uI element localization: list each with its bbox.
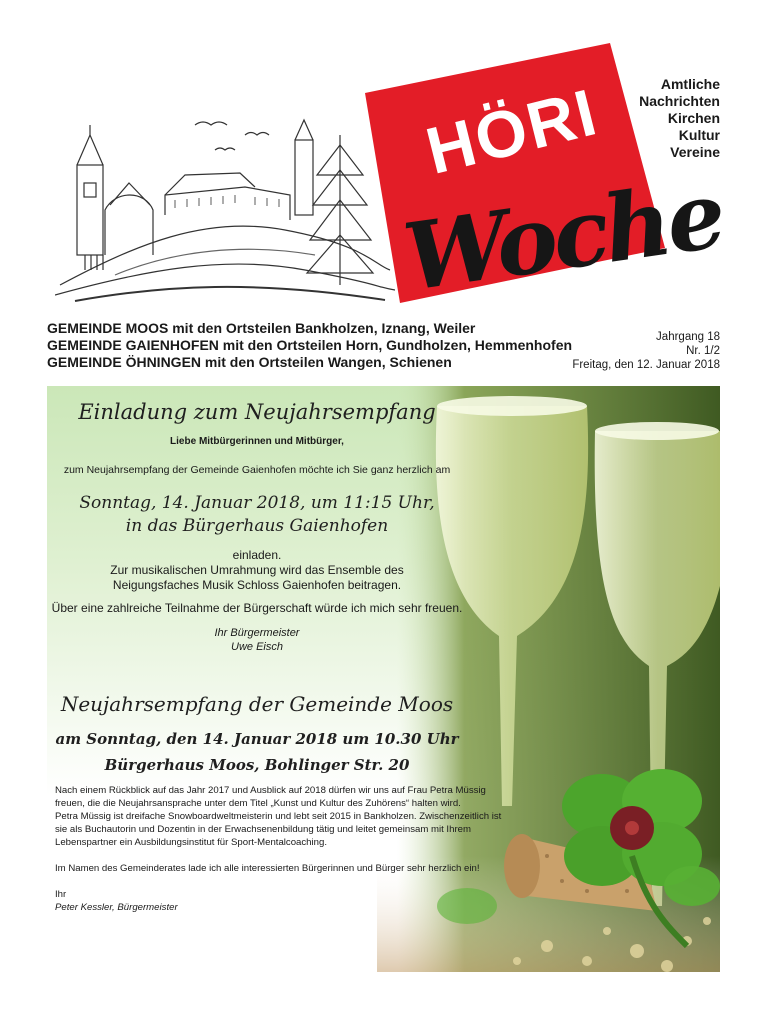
signature-line: Ihr Bürgermeister <box>214 627 300 639</box>
issue-date: Freitag, den 12. Januar 2018 <box>572 359 720 371</box>
invitation-closing: Über eine zahlreiche Teilnahme der Bürgerschaft würde ich mich sehr freuen. <box>51 601 463 615</box>
moos-paragraph: Petra Müssig ist dreifache Snowboardweltmeisterin und lebt seit 2015 in Bankholzen. Zwischenzeitlich ist sie als Buchautorin und Dozentin in der Erwachsenenbildung tätig und leitet gemeinsam mit Ihrem Lebenspartner ein Ausbildungsinstitut für Sport-Mentalcoaching. <box>55 811 502 848</box>
community-line: GEMEINDE GAIENHOFEN mit den Ortsteilen Horn, Gundholzen, Hemmenhofen <box>47 337 573 353</box>
tagline-item: Amtliche <box>660 76 720 92</box>
moos-body <box>55 784 505 914</box>
issue-number: Nr. 1/2 <box>686 345 720 357</box>
tagline-item: Vereine <box>670 144 720 160</box>
invitation-body <box>47 548 467 616</box>
signature-line: Uwe Eisch <box>231 641 283 653</box>
communities-list <box>47 320 627 371</box>
invitation-body-line: einladen. <box>232 548 282 562</box>
invitation-body-line: Zur musikalischen Umrahmung wird das Ensemble des <box>110 563 404 577</box>
invitation-date <box>47 492 467 538</box>
moos-paragraph: Nach einem Rückblick auf das Jahr 2017 und Ausblick auf 2018 dürfen wir uns auf Frau Petra Müssig freuen, die die Neujahrsansprache unter dem Titel „Kunst und Kultur des Zuhörens“ halten wird. <box>55 785 486 809</box>
invitation-greeting: Liebe Mitbürgerinnen und Mitbürger, <box>170 436 344 447</box>
moos-sign-label: Ihr <box>55 889 67 900</box>
moos-subtitle-line: am Sonntag, den 14. Januar 2018 um 10.30 Uhr <box>55 730 459 748</box>
masthead <box>0 0 768 318</box>
moos-title: Neujahrsempfang der Gemeinde Moos <box>60 692 454 716</box>
village-sketch-illustration <box>55 95 395 305</box>
invitation-panel <box>47 386 720 972</box>
invitation-title: Einladung zum Neujahrsempfang <box>78 400 436 424</box>
moos-sign-name: Peter Kessler, Bürgermeister <box>55 902 178 913</box>
community-line: GEMEINDE MOOS mit den Ortsteilen Bankholzen, Iznang, Weiler <box>47 320 476 336</box>
moos-paragraph: Im Namen des Gemeinderates lade ich alle interessierten Bürgerinnen und Bürger sehr herzlich ein! <box>55 863 480 874</box>
masthead-tagline <box>620 76 720 161</box>
tagline-item: Nachrichten <box>639 93 720 109</box>
invitation-body-line: Neigungsfaches Musik Schloss Gaienhofen beitragen. <box>112 578 402 592</box>
moos-subtitle-line: Bürgerhaus Moos, Bohlinger Str. 20 <box>104 756 410 774</box>
invitation-signature <box>47 626 467 654</box>
tagline-item: Kirchen <box>667 110 720 126</box>
community-line: GEMEINDE ÖHNINGEN mit den Ortsteilen Wangen, Schienen <box>47 354 452 370</box>
logo-hori-text: HÖRI <box>419 74 605 188</box>
invitation-date-line: Sonntag, 14. Januar 2018, um 11:15 Uhr, <box>79 493 435 513</box>
logo-woche-text: Woche <box>397 160 729 312</box>
moos-subtitle <box>47 726 467 778</box>
issue-info <box>560 330 720 372</box>
invitation-intro: zum Neujahrsempfang der Gemeinde Gaienhofen möchte ich Sie ganz herzlich am <box>63 464 451 476</box>
tagline-item: Kultur <box>678 127 720 143</box>
issue-volume: Jahrgang 18 <box>656 331 720 343</box>
invitation-date-line: in das Bürgerhaus Gaienhofen <box>125 516 389 536</box>
